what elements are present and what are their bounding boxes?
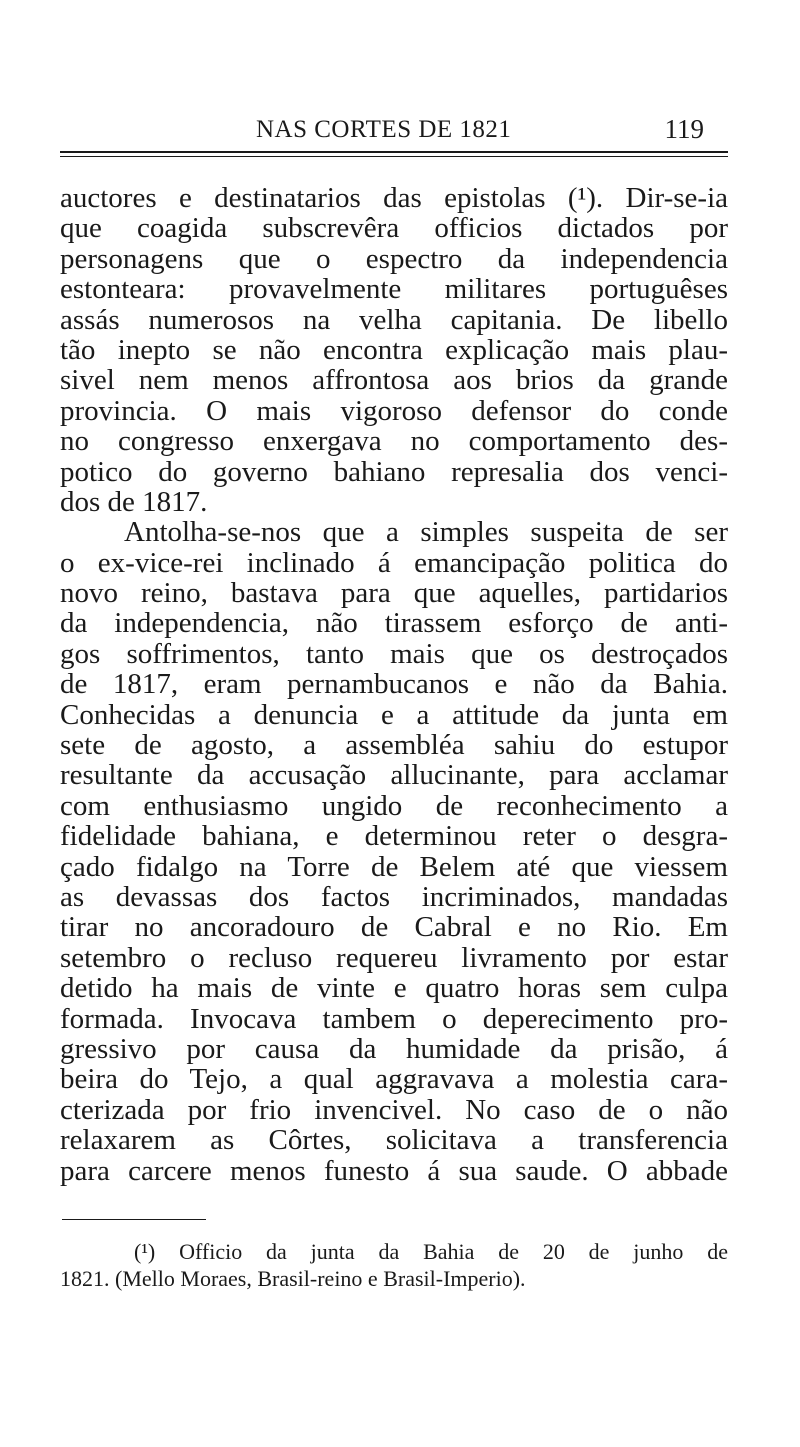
text-line: da independencia, não tirassem esforço de anti- — [60, 607, 728, 640]
text-line: no congresso enxergava no comportamento des- — [60, 425, 728, 458]
text-line: sivel nem menos affrontosa aos brios da grande — [60, 364, 728, 397]
body-text — [60, 183, 728, 1186]
text-line: para carcere menos funesto á sua saude. O abbade — [60, 1154, 728, 1187]
text-line: çado fidalgo na Torre de Belem até que viessem — [60, 850, 728, 883]
text-line: auctores e destinatarios das epistolas (¹). Dir-se-ia — [60, 182, 728, 214]
text-line: relaxarem as Côrtes, solicitava a transferencia — [60, 1124, 728, 1157]
text-line: tirar no ancoradouro de Cabral e no Rio. Em — [60, 911, 728, 944]
text-line: assás numerosos na velha capitania. De libello — [60, 303, 728, 336]
text-line: gos soffrimentos, tanto mais que os destroçados — [60, 637, 728, 670]
text-line: gressivo por causa da humidade da prisão, á — [60, 1032, 728, 1065]
text-line: cterizada por frio invencivel. No caso de o não — [60, 1093, 728, 1126]
running-title: NAS CORTES DE 1821 — [256, 116, 512, 143]
text-line: que coagida subscrevêra officios dictados por — [60, 212, 728, 245]
paragraph-start-line: Antolha-se-nos que a simples suspeita de ser — [124, 516, 728, 549]
header-rule-thick — [60, 151, 728, 153]
text-line: beira do Tejo, a qual aggravava a molestia cara- — [60, 1063, 728, 1096]
text-line: formada. Invocava tambem o deperecimento pro- — [60, 1002, 728, 1035]
text-line: com enthusiasmo ungido de reconhecimento a — [60, 789, 728, 822]
text-line: dos de 1817. — [60, 485, 208, 518]
footnote-line: (¹) Officio da junta da Bahia de 20 de junho de — [134, 1239, 728, 1264]
text-line: potico do governo bahiano represalia dos venci- — [60, 455, 728, 488]
footnote-rule — [62, 1219, 206, 1220]
text-line: estonteara: provavelmente militares portuguêses — [60, 273, 728, 306]
footnote-line: 1821. (Mello Moraes, Brasil-reino e Brasil-Imperio). — [60, 1266, 526, 1291]
text-line: resultante da accusação allucinante, para acclamar — [60, 759, 728, 792]
text-line: provincia. O mais vigoroso defensor do conde — [60, 394, 728, 427]
text-line: sete de agosto, a assembléa sahiu do estupor — [60, 729, 728, 762]
text-line: de 1817, eram pernambucanos e não da Bahia. — [60, 668, 728, 701]
text-line: personagens que o espectro da independencia — [60, 242, 728, 275]
text-line: detido ha mais de vinte e quatro horas sem culpa — [60, 972, 728, 1005]
header-rule-thin — [60, 156, 728, 157]
text-line: Conhecidas a denuncia e a attitude da junta em — [60, 698, 728, 731]
text-line: fidelidade bahiana, e determinou reter o desgra- — [60, 820, 728, 853]
running-head — [60, 112, 728, 152]
text-line: as devassas dos factos incriminados, mandadas — [60, 880, 728, 913]
page-number: 119 — [664, 114, 704, 144]
footnote — [60, 1238, 728, 1292]
text-line: novo reino, bastava para que aquelles, partidarios — [60, 577, 728, 610]
text-line: setembro o recluso requereu livramento por estar — [60, 941, 728, 974]
text-line: o ex-vice-rei inclinado á emancipação politica do — [60, 546, 728, 579]
text-line: tão inepto se não encontra explicação mais plau- — [60, 333, 728, 366]
